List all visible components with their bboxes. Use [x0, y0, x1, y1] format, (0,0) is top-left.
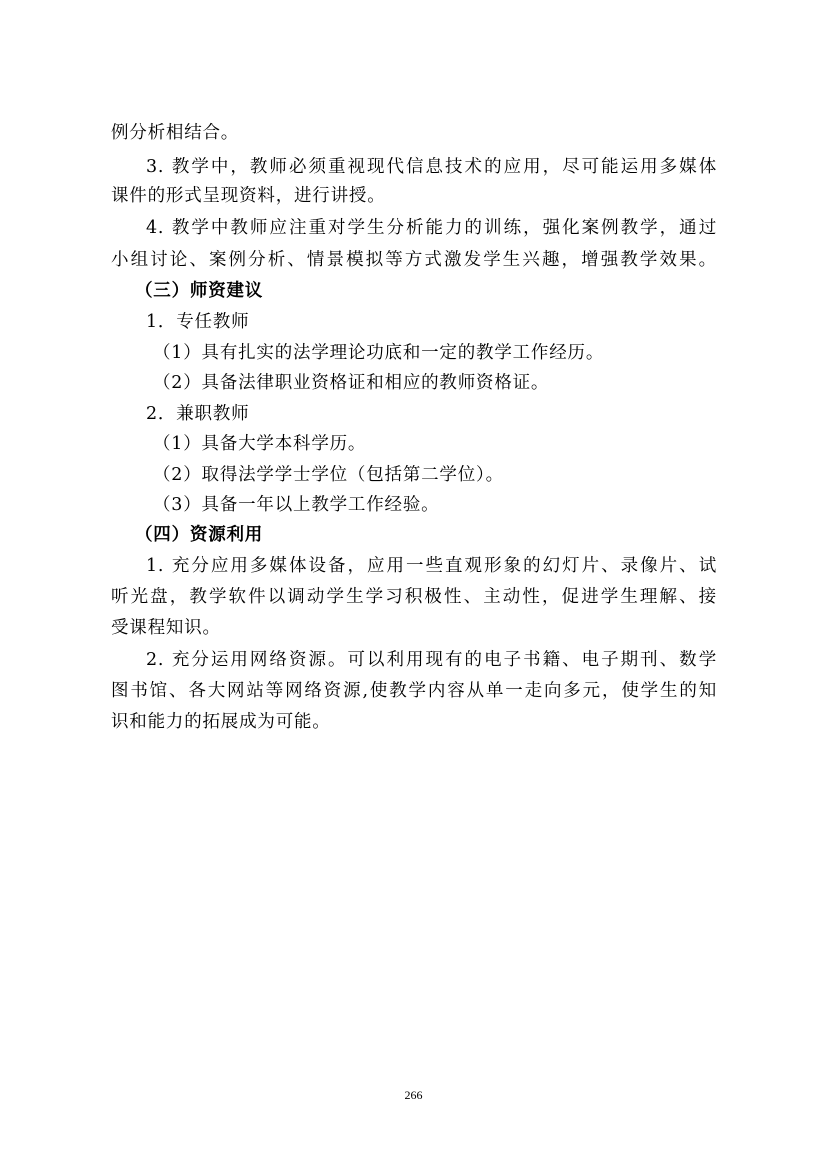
paragraph-line: 识和能力的拓展成为可能。 — [111, 712, 331, 732]
list-item: （2）取得法学学士学位（包括第二学位）。 — [153, 465, 504, 485]
paragraph-line: 例分析相结合。 — [111, 123, 240, 143]
paragraph-line: 小组讨论、案例分析、情景模拟等方式激发学生兴趣，增强教学效果。 — [111, 250, 717, 270]
section-heading: （四）资源利用 — [135, 525, 264, 545]
page-number: 266 — [404, 1088, 423, 1102]
list-item: （1）具备大学本科学历。 — [153, 434, 367, 454]
paragraph-line: 3. 教学中，教师必须重视现代信息技术的应用，尽可能运用多媒体 — [146, 157, 717, 177]
list-item: （1）具有扎实的法学理论功底和一定的教学工作经历。 — [153, 343, 605, 363]
list-item: （2）具备法律职业资格证和相应的教师资格证。 — [153, 373, 550, 393]
subheading: 2．兼职教师 — [146, 404, 250, 424]
paragraph-line: 2. 充分运用网络资源。可以利用现有的电子书籍、电子期刊、数学 — [146, 650, 717, 670]
paragraph-line: 1. 充分应用多媒体设备，应用一些直观形象的幻灯片、录像片、试 — [146, 556, 717, 576]
paragraph-line: 受课程知识。 — [111, 618, 221, 638]
paragraph-line: 听光盘，教学软件以调动学生学习积极性、主动性，促进学生理解、接 — [111, 587, 717, 607]
subheading: 1．专任教师 — [146, 312, 250, 332]
section-heading: （三）师资建议 — [135, 281, 264, 301]
list-item: （3）具备一年以上教学工作经验。 — [153, 495, 440, 515]
paragraph-line: 4. 教学中教师应注重对学生分析能力的训练，强化案例教学，通过 — [146, 218, 717, 238]
paragraph-line: 图书馆、各大网站等网络资源,使教学内容从单一走向多元，使学生的知 — [111, 681, 717, 701]
paragraph-line: 课件的形式呈现资料，进行讲授。 — [111, 186, 386, 206]
